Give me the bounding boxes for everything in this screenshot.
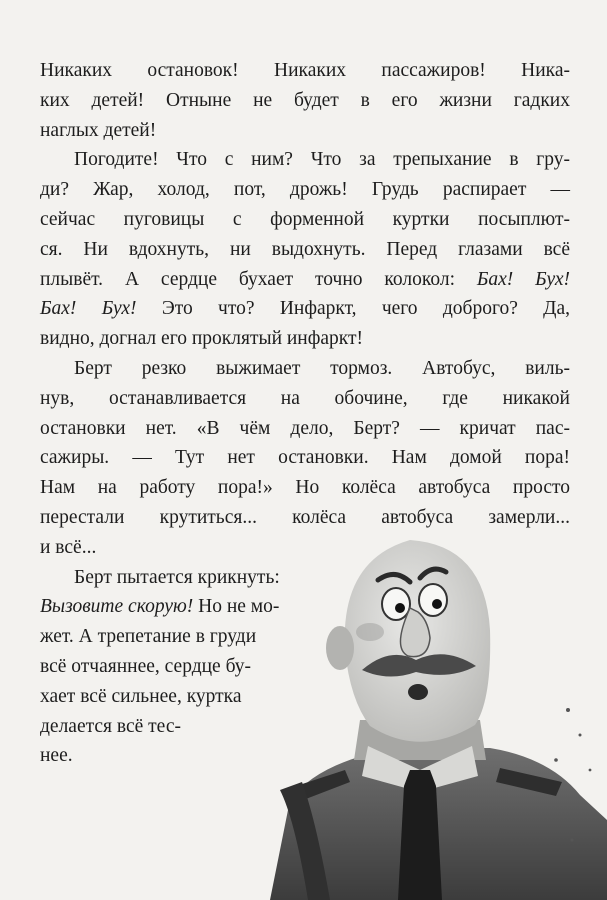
right-eye bbox=[419, 584, 447, 616]
text-line: наглых детей! bbox=[40, 119, 157, 141]
italic-shout: Вызовите скорую! bbox=[40, 596, 194, 618]
ear bbox=[326, 626, 354, 670]
text-line: Берт пытается крикнуть: bbox=[74, 566, 280, 588]
text-line: Нам на работу пора!» Но колёса автобуса просто bbox=[40, 477, 570, 499]
right-pupil bbox=[432, 599, 442, 609]
italic-sound: Бах! Бух! bbox=[40, 298, 137, 320]
mouth bbox=[408, 684, 428, 700]
text-line: жет. А трепетание в груди bbox=[40, 626, 257, 648]
text-line: ди? Жар, холод, пот, дрожь! Грудь распирает — bbox=[40, 179, 570, 201]
text-line: Берт резко выжимает тормоз. Автобус, виль- bbox=[74, 357, 570, 379]
text-line: хает всё сильнее, куртка bbox=[40, 685, 242, 707]
bus-driver-illustration bbox=[250, 520, 607, 900]
text-line: перестали крутиться... колёса автобуса замерли... bbox=[40, 506, 570, 528]
text-line: остановки нет. «В чём дело, Берт? — кричат пас- bbox=[40, 417, 570, 439]
text-line: делается всё тес- bbox=[40, 715, 181, 737]
text-line: и всё... bbox=[40, 536, 97, 558]
text-line: нув, останавливается на обочине, где никакой bbox=[40, 387, 570, 409]
text-line: сажиры. — Тут нет остановки. Нам домой пора! bbox=[40, 447, 570, 469]
left-pupil bbox=[395, 603, 405, 613]
cheek bbox=[356, 623, 384, 641]
text-line bbox=[40, 265, 570, 295]
tie bbox=[398, 770, 442, 900]
text-line: ких детей! Отныне не будет в его жизни гадких bbox=[40, 89, 570, 111]
text-line: Никаких остановок! Никаких пассажиров! Ника- bbox=[40, 60, 570, 81]
text-line: сейчас пуговицы с форменной куртки посыплют- bbox=[40, 208, 570, 230]
text-fragment: Это что? Инфаркт, чего доброго? Да, bbox=[161, 298, 571, 320]
text-line: видно, догнал его проклятый инфаркт! bbox=[40, 328, 364, 350]
text-line: нее. bbox=[40, 745, 73, 767]
text-line: Погодите! Что с ним? Что за трепыхание в гру- bbox=[74, 149, 570, 171]
text-line: всё отчаяннее, сердце бу- bbox=[40, 655, 252, 677]
italic-sound: Бах! Бух! bbox=[476, 268, 570, 290]
text-line bbox=[40, 294, 570, 324]
left-eye bbox=[382, 588, 410, 620]
text-fragment: плывёт. А сердце бухает точно колокол: bbox=[40, 268, 455, 290]
text-fragment: Но не мо- bbox=[198, 596, 280, 618]
text-line: ся. Ни вдохнуть, ни выдохнуть. Перед глазами всё bbox=[40, 238, 570, 260]
